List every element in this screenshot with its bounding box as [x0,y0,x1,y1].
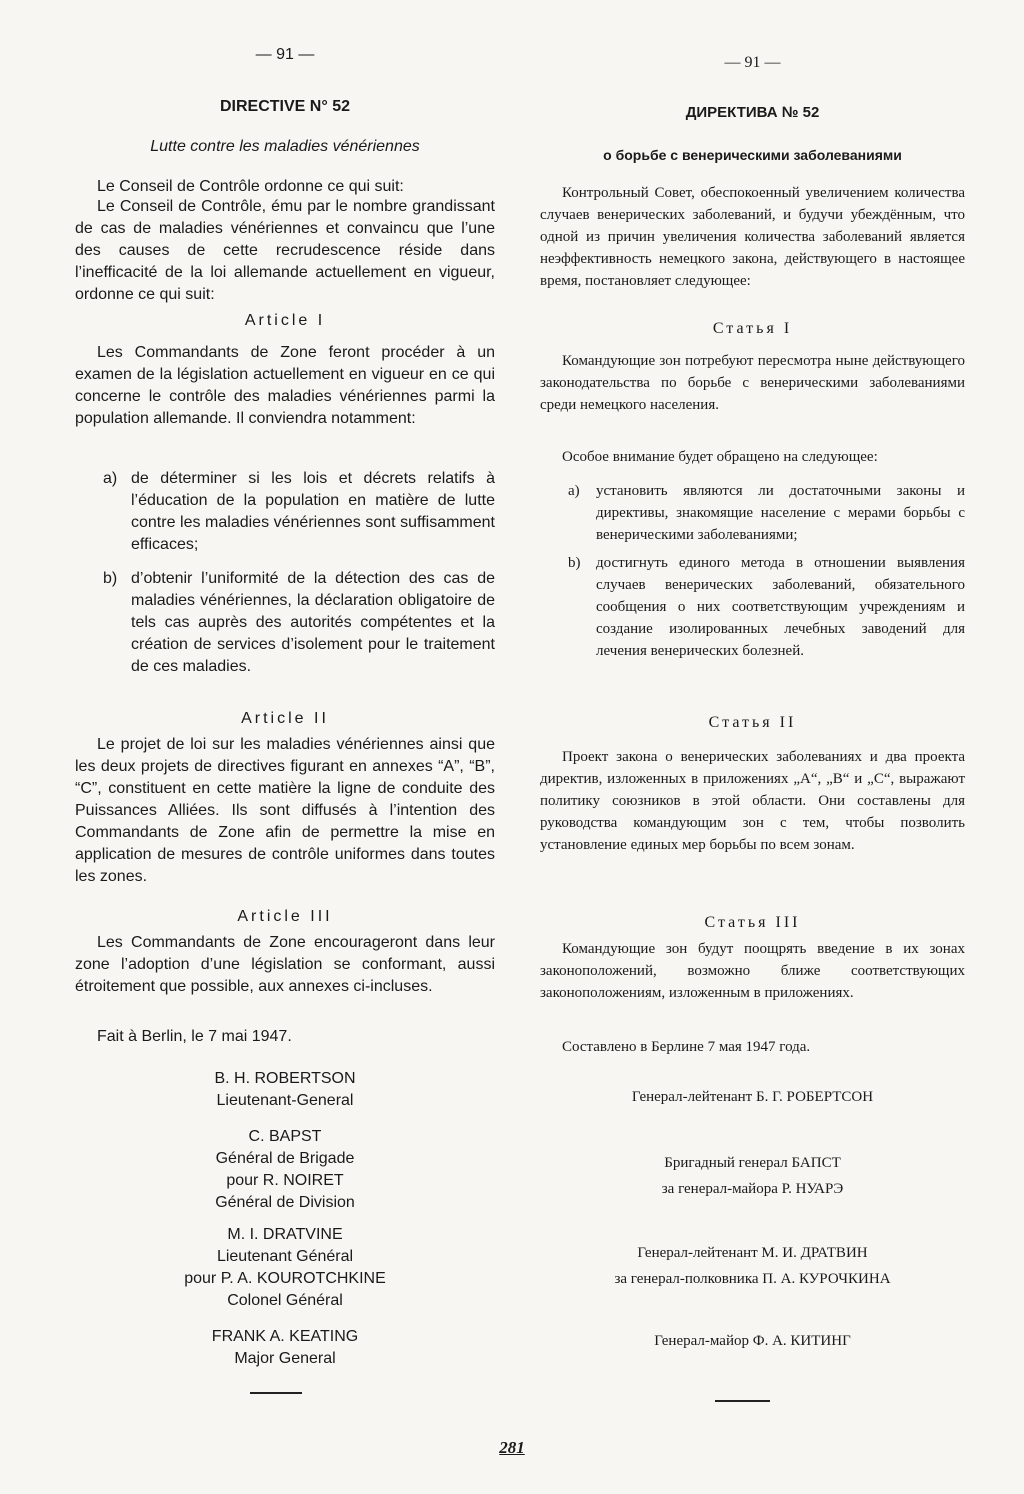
fr-page-number: — 91 — [255,46,315,63]
footer-page-number: 281 [499,1438,525,1457]
fr-intro-paragraph: Le Conseil de Contrôle, ému par le nombre grandissant de cas de maladies vénériennes et convaincu que l’une des causes de cette recrudescence réside dans l’inefficacité de la loi allemande actuellement en vigueur, ordonne ce qui suit: [75,198,495,303]
ru-article-3-paragraph: Командующие зон будут поощрять введение в их зонах законоположений, возможно ближе соответствующих законоположениям, изложенным в приложениях. [540,941,965,1001]
fr-signature-dratvine [75,1224,495,1312]
ru-sig1: Генерал-лейтенант Б. Г. РОБЕРТСОН [631,1089,874,1105]
fr-item-b [103,568,495,688]
fr-item-a-text: de déterminer si les lois et décrets relatifs à l’éducation de la population en matière de lutte contre les maladies vénériennes sont suffisamment efficaces; [131,470,495,553]
fr-sig4-name: FRANK A. KEATING [211,1328,359,1345]
fr-sig2-name: C. BAPST [248,1128,322,1145]
ru-sig3-a: Генерал-лейтенант М. И. ДРАТВИН [637,1245,868,1261]
ru-end-rule [715,1400,770,1402]
ru-subtitle: о борьбе с венерическими заболеваниями [603,147,902,163]
ru-done-at: Составлено в Берлине 7 мая 1947 года. [562,1039,811,1055]
ru-item-a-text: установить являются ли достаточными законы и директивы, знакомящие население с мерами борьбы с венерическими заболеваниями; [596,483,965,543]
fr-sig3-for: pour P. A. KOUROTCHKINE [184,1270,386,1287]
ru-signature-dratvin [540,1240,965,1292]
ru-item-b [568,552,965,682]
ru-attention-line: Особое внимание будет обращено на следующее: [562,449,878,465]
fr-done-at: Fait à Berlin, le 7 mai 1947. [97,1028,292,1045]
fr-article-3-heading: Article III [237,908,333,925]
fr-sig1-name: B. H. ROBERTSON [214,1070,356,1087]
ru-sig2-a: Бригадный генерал БАПСТ [664,1155,841,1171]
fr-sig2-for-rank: Général de Division [215,1194,355,1211]
fr-article-2-heading: Article II [241,710,329,727]
ru-article-3-heading: Статья III [704,914,801,931]
fr-signature-bapst [75,1126,495,1214]
fr-article-2-paragraph: Le projet de loi sur les maladies vénériennes ainsi que les deux projets de directives figurant en annexes “A”, “B”, “C”, constituent en cette matière la ligne de conduite des Puissances Alliées. Ils sont diffusés à l’intention des Commandants de Zone afin de permettre la mise en application de mesures de contrôle uniformes dans toutes les zones. [75,736,495,885]
fr-title: DIRECTIVE N° 52 [220,98,350,115]
fr-sig3-rank: Lieutenant Général [216,1248,354,1265]
fr-item-a [103,468,495,558]
ru-intro-paragraph: Контрольный Совет, обеспокоенный увеличением количества случаев венерических заболеваний, и будучи убеждённым, что одной из причин увеличения количества заболеваний является неэффективность немецкого закона, действующего в настоящее время, постановляет следующее: [540,185,965,289]
ru-sig4: Генерал-майор Ф. А. КИТИНГ [654,1333,851,1349]
fr-signature-keating [75,1326,495,1370]
ru-article-2-paragraph: Проект закона о венерических заболеваниях и два проекта директив, изложенных в приложениях „А“, „В“ и „С“, выражают политику союзников в этой области. Они составлены для руководства командующим зон с тем, чтобы позволить установление единых мер борьбы по всем зонам. [540,749,965,853]
fr-end-rule [250,1392,302,1394]
fr-item-a-label: a) [103,470,118,487]
fr-sig3-for-rank: Colonel Général [227,1292,343,1309]
fr-subtitle: Lutte contre les maladies vénériennes [150,138,420,155]
fr-intro-line: Le Conseil de Contrôle ordonne ce qui suit: [97,178,404,195]
ru-page-number: — 91 — [724,54,781,71]
fr-sig1-rank: Lieutenant-General [216,1092,354,1109]
ru-item-b-text: достигнуть единого метода в отношении выявления случаев венерических заболеваний, обязательного сообщения о них соответствующим учреждениям и создание изолированных лечебных заводений для лечения венерических болезней. [596,555,965,659]
ru-signature-bapst [540,1150,965,1202]
ru-title: ДИРЕКТИВА № 52 [685,104,820,121]
fr-item-b-text: d’obtenir l’uniformité de la détection des cas de maladies vénériennes, la déclaration obligatoire de tels cas auprès des autorités compétentes et la création de services d’isolement pour le traitement de ces maladies. [131,570,495,675]
ru-article-1-paragraph: Командующие зон потребуют пересмотра ныне действующего законодательства по борьбе с венерическими заболеваниями среди немецкого населения. [540,353,965,413]
ru-item-b-label: b) [568,555,581,571]
fr-article-3-paragraph: Les Commandants de Zone encourageront dans leur zone l’adoption d’une législation se conformant, aussi étroitement que possible, aux annexes ci-incluses. [75,934,495,995]
fr-signature-robertson [75,1068,495,1112]
ru-article-2-heading: Статья II [708,714,797,731]
ru-item-a-label: а) [568,483,580,499]
fr-sig2-rank: Général de Brigade [215,1150,355,1167]
fr-sig4-rank: Major General [234,1350,336,1367]
fr-sig3-name: M. I. DRATVINE [227,1226,343,1243]
fr-item-b-label: b) [103,570,118,587]
ru-article-1-heading: Статья I [712,320,793,337]
ru-item-a [568,480,965,550]
fr-sig2-for: pour R. NOIRET [226,1172,344,1189]
ru-sig2-b: за генерал-майора Р. НУАРЭ [661,1181,844,1197]
fr-article-1-paragraph: Les Commandants de Zone feront procéder à un examen de la législation actuellement en vigueur en ce qui concerne le contrôle des maladies vénériennes parmi la population allemande. Il conviendra notamment: [75,344,495,427]
fr-article-1-heading: Article I [244,312,326,329]
ru-sig3-b: за генерал-полковника П. А. КУРОЧКИНА [614,1271,891,1287]
